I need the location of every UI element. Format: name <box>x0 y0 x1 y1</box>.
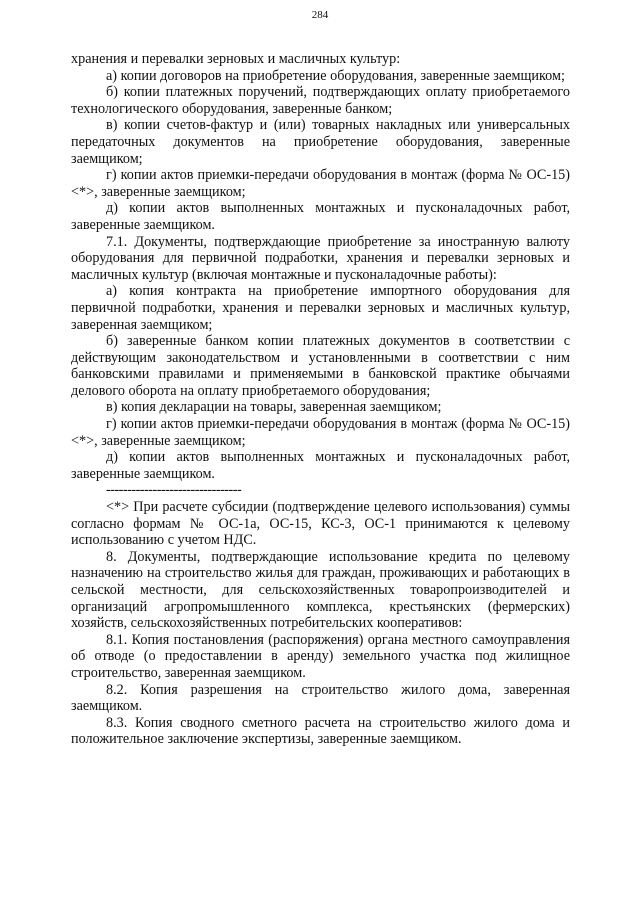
list-item-b-payment-orders: б) копии платежных поручений, подтверждающих оплату приобретаемого технологического оборудования, заверенные банком; <box>71 84 570 117</box>
section-8-1: 8.1. Копия постановления (распоряжения) органа местного самоуправления об отводе (о предоставлении в аренду) земельного участка под жилищное строительство, заверенная заемщиком. <box>71 631 570 681</box>
paragraph-continuation: хранения и перевалки зерновых и масличных культур: <box>71 51 401 67</box>
section-7-1-heading: 7.1. Документы, подтверждающие приобретение за иностранную валюту оборудования для первичной подработки, хранения и перевалки зерновых и масличных культур (включая монтажные и пусконаладочные работы): <box>71 233 570 283</box>
list-item-b-bank-documents: б) заверенные банком копии платежных документов в соответствии с действующим законодательством и установленными в соответствии с ним банковскими правилами и применяемыми в банковской практике обычаями делового оборота на оплату приобретаемого оборудования; <box>71 333 570 399</box>
list-item-a-import-contract: а) копия контракта на приобретение импортного оборудования для первичной подработки, хранения и перевалки зерновых и масличных культур, заверенная заемщиком; <box>71 283 570 333</box>
list-item-d-acceptance-acts: г) копии актов приемки-передачи оборудования в монтаж (форма № ОС-15) <*>, заверенные заемщиком; <box>71 167 570 200</box>
list-item-e-installation-acts: д) копии актов выполненных монтажных и пусконаладочных работ, заверенные заемщиком. <box>71 200 570 233</box>
page-number: 284 <box>311 9 329 21</box>
section-8-heading: 8. Документы, подтверждающие использование кредита по целевому назначению на строительство жилья для граждан, проживающих и работающих в сельской местности, для сельскохозяйственных товаропроизводителей и организаций агропромышленного комплекса, крестьянских (фермерских) хозяйств, сельскохозяйственных потребительских кооперативов: <box>71 548 570 632</box>
footnote-separator: -------------------------------- <box>106 482 242 499</box>
list-item-d-acceptance-acts-import: г) копии актов приемки-передачи оборудования в монтаж (форма № ОС-15) <*>, заверенные заемщиком; <box>71 416 570 449</box>
list-item-c-invoices: в) копии счетов-фактур и (или) товарных накладных или универсальных передаточных документов на приобретение оборудования, заверенные заемщиком; <box>71 117 570 167</box>
list-item-c-customs-declaration: в) копия декларации на товары, заверенная заемщиком; <box>106 399 442 416</box>
section-8-2: 8.2. Копия разрешения на строительство жилого дома, заверенная заемщиком. <box>71 681 570 715</box>
footnote: <*> При расчете субсидии (подтверждение целевого использования) суммы согласно формам № ОС-1а, ОС-15, КС-3, ОС-1 принимаются к целевому использованию с учетом НДС. <box>71 499 570 549</box>
section-8-3: 8.3. Копия сводного сметного расчета на строительство жилого дома и положительное заключение экспертизы, заверенные заемщиком. <box>71 714 570 748</box>
list-item-a-contracts: а) копии договоров на приобретение оборудования, заверенные заемщиком; <box>106 67 565 84</box>
document-body <box>71 51 570 748</box>
list-item-e-installation-acts-import: д) копии актов выполненных монтажных и пусконаладочных работ, заверенные заемщиком. <box>71 449 570 482</box>
